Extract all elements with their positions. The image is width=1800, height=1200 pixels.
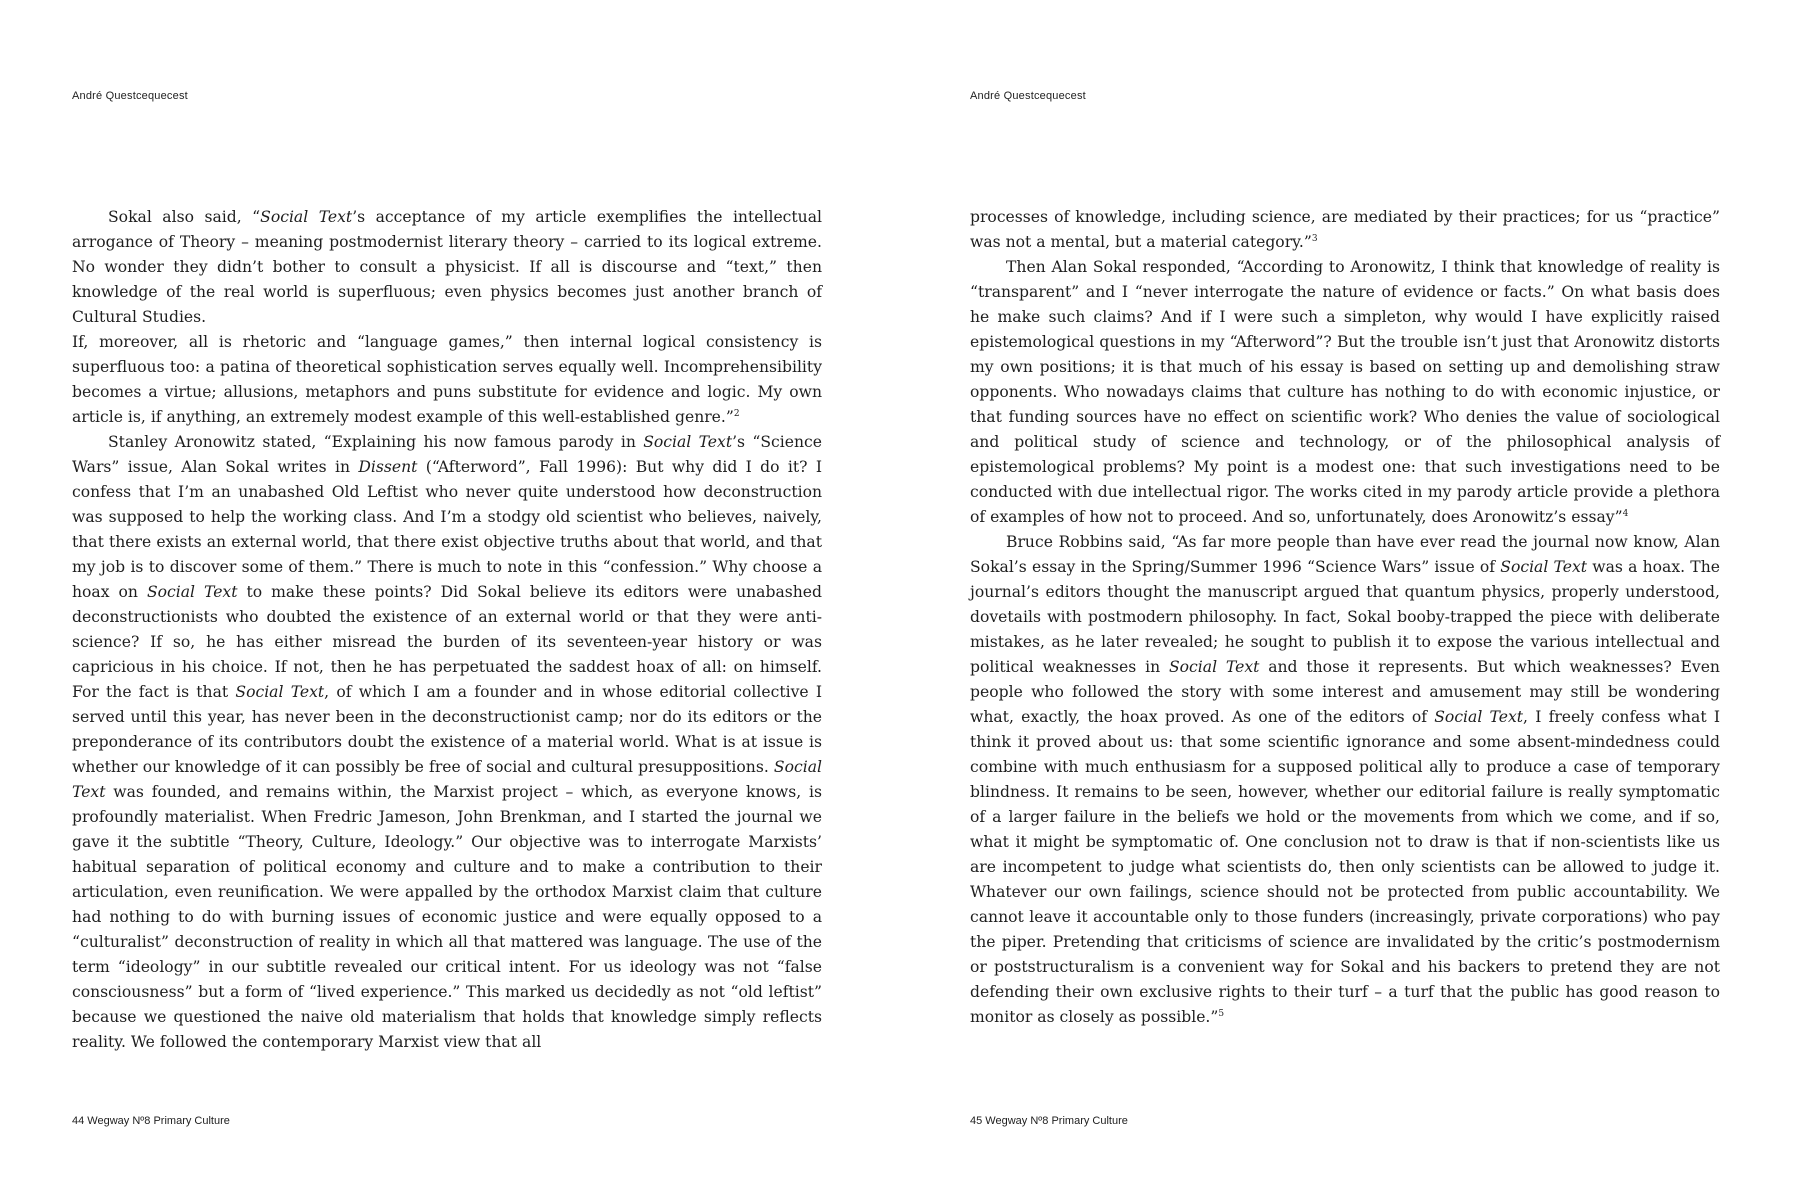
paragraph — [72, 430, 822, 1055]
text-run: was founded, and remains within, the Marxist project – which, as everyone knows, is profoundly materialist. When Fredric Jameson, John Brenkman, and I started the journal we gave it the subtitle “Theory, Culture, Ideology.” Our objective was to interrogate Marxists’ habitual separation of political economy and culture and to make a contribution to their articulation, even reunification. We were appalled by the orthodox Marxist claim that culture had nothing to do with burning issues of economic justice and were equally opposed to a “culturalist” deconstruction of reality in which all that mattered was language. The use of the term “ideology” in our subtitle revealed our critical intent. For us ideology was not “false consciousness” but a form of “lived experience.” This marked us decidedly as not “old leftist” because we questioned the naive old materialism that holds that knowledge simply reflects reality. We followed the contemporary Marxist view that all — [72, 783, 822, 1051]
text-run: to make these points? Did Sokal believe its editors were unabashed deconstructionists who doubted the existence of an external world or that they were anti-science? If so, he has either misread the burden of its seventeen-year history or was capricious in his choice. If not, then he has perpetuated the saddest hoax of all: on himself. For the fact is that — [72, 583, 822, 701]
italic-title: Social Text — [260, 208, 353, 226]
text-run: (“Afterword”, Fall 1996): But why did I do it? I confess that I’m an unabashed Old Leftist who never quite understood how deconstruction was supposed to help the working class. And I’m a stodgy old scientist who believes, naively, that there exists an external world, that there exist objective truths about that world, and that my job is to discover some of them.” There is much to note in this “confession.” Why choose a hoax on — [72, 458, 822, 601]
text-run: Then Alan Sokal responded, “According to Aronowitz, I think that knowledge of reality is “transparent” and I “never interrogate the nature of evidence or facts.” On what basis does he make such claims? And if I were such a simpleton, why would I have explicitly raised epistemological questions in my “Afterword”? But the trouble isn’t just that Aronowitz distorts my own positions; it is that much of his essay is based on setting up and demolishing straw opponents. Who nowadays claims that culture has nothing to do with economic injustice, or that funding sources have no effect on scientific work? Who denies the value of sociological and political study of science and technology, or of the philosophical analysis of epistemological problems? My point is a modest one: that such investigations need to be conducted with due intellectual rigor. The works cited in my parody article provide a plethora of examples of how not to proceed. And so, unfortunately, does Aronowitz’s essay” — [970, 258, 1720, 526]
italic-title: Dissent — [358, 458, 418, 476]
italic-title: Social Text — [1168, 658, 1260, 676]
footnote-marker: 5 — [1218, 1008, 1225, 1019]
text-run: ’s “Science Wars” issue, Alan Sokal writes in — [72, 433, 822, 476]
italic-title: Social Text — [235, 683, 325, 701]
folio: 45 Wegway Nº8 Primary Culture — [970, 1115, 1128, 1127]
italic-title: Social Text — [146, 583, 238, 601]
text-run: , I freely confess what I think it proved about us: that some scientific ignorance and some absent-mindedness could combine with much enthusiasm for a supposed political ally to produce a case of temporary blindness. It remains to be seen, however, whether our editorial failure is really symptomatic of a larger failure in the beliefs we hold or the movements from which we come, and if so, what it might be symptomatic of. One conclusion not to draw is that if non-scientists like us are incompetent to judge what scientists do, then only scientists can be allowed to judge it. Whatever our own failings, science should not be protected from public accountability. We cannot leave it accountable only to those funders (increasingly, private corporations) who pay the piper. Pretending that criticisms of science are invalidated by the critic’s postmodernism or poststructuralism is a convenient way for Sokal and his backers to pretend they are not defending their own exclusive rights to their turf – a turf that the public has good reason to monitor as closely as possible.” — [970, 708, 1720, 1026]
paragraph — [970, 530, 1720, 1030]
paragraph — [72, 330, 822, 430]
text-run: was a hoax. The journal’s editors thought the manuscript argued that quantum physics, properly understood, dovetails with postmodern philosophy. In fact, Sokal booby-trapped the piece with deliberate mistakes, as he later revealed; he sought to publish it to expose the various intellectual and political weaknesses in — [970, 558, 1720, 676]
italic-title: Social Text — [1434, 708, 1524, 726]
paragraph — [970, 205, 1720, 255]
italic-title: Social Text — [643, 433, 733, 451]
text-run: Sokal also said, “ — [108, 208, 261, 226]
text-run: processes of knowledge, including science, are mediated by their practices; for us “practice” was not a mental, but a material category.” — [970, 208, 1720, 251]
text-run: ’s acceptance of my article exemplifies the intellectual arrogance of Theory – meaning postmodernist literary theory – carried to its logical extreme. No wonder they didn’t bother to consult a physicist. If all is discourse and “text,” then knowledge of the real world is superfluous; even physics becomes just another branch of Cultural Studies. — [72, 208, 823, 326]
footnote-marker: 2 — [733, 408, 740, 419]
paragraph — [970, 255, 1720, 530]
footnote-marker: 3 — [1311, 233, 1318, 244]
running-head: André Questcequecest — [72, 90, 188, 102]
footnote-marker: 4 — [1622, 508, 1629, 519]
text-run: Stanley Aronowitz stated, “Explaining his now famous parody in — [108, 433, 644, 451]
text-run: and those it represents. But which weaknesses? Even people who followed the story with some interest and amusement may still be wondering what, exactly, the hoax proved. As one of the editors of — [970, 658, 1720, 726]
body-text — [72, 205, 822, 1055]
italic-title: Social Text — [72, 758, 822, 801]
italic-title: Social Text — [1500, 558, 1588, 576]
text-run: , of which I am a founder and in whose editorial collective I served until this year, has never been in the deconstructionist camp; nor do its editors or the preponderance of its contributors doubt the existence of a material world. What is at issue is whether our knowledge of it can possibly be free of social and cultural presuppositions. — [72, 683, 823, 776]
body-text — [970, 205, 1720, 1030]
running-head: André Questcequecest — [970, 90, 1086, 102]
text-run: If, moreover, all is rhetoric and “language games,” then internal logical consistency is superfluous too: a patina of theoretical sophistication serves equally well. Incomprehensibility becomes a virtue; allusions, metaphors and puns substitute for evidence and logic. My own article is, if anything, an extremely modest example of this well-established genre.” — [72, 333, 822, 426]
page-right — [900, 0, 1800, 1200]
text-run: Bruce Robbins said, “As far more people than have ever read the journal now know, Alan Sokal’s essay in the Spring/Summer 1996 “Science Wars” issue of — [970, 533, 1720, 576]
folio: 44 Wegway Nº8 Primary Culture — [72, 1115, 230, 1127]
paragraph — [72, 205, 822, 330]
